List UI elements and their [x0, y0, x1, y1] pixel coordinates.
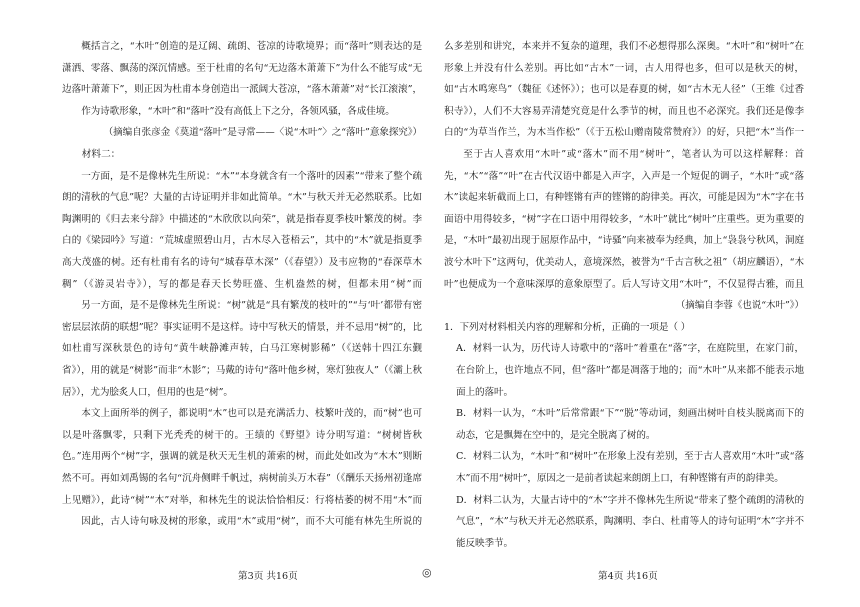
right-citation: （摘编自李蓉《也说“木叶”》）	[675, 300, 804, 312]
right-page-column	[444, 36, 804, 554]
question-1-stem: 1．下列对材料相关内容的理解和分析，正确的一项是（ ）	[444, 321, 691, 333]
option-d: D．材料二认为，大量古诗中的“木”字并不像林先生所说“带来了整个疏朗的清秋的气息”，“木”与秋天并无必然联系，陶渊明、李白、杜甫等人的诗句证明“木”字并不能反映季节。	[456, 494, 804, 549]
left-para-on-other-hand: 另一方面，是不是像林先生所说：“树”就是“具有繁茂的枝叶的”“与‘叶’都带有密密层层浓荫的联想”呢？事实证明不是这样。诗中写秋天的情景，并不忌用“树”的，比如杜甫写深秋景色的诗句“黄牛峡静滩声转，白马江寒树影稀”（《送韩十四江东觐省》），用的就是“树影”而非“木影”；马戴的诗句“落叶他乡树，寒灯独夜人”（《灞上秋居》），尤为脍炙人口，但用的也是“树”。	[62, 300, 422, 398]
left-para-poetic-image: 作为诗歌形象，“木叶”和“落叶”没有高低上下之分，各领风骚，各成佳境。	[81, 105, 395, 117]
left-page-footer: 第3页 共16页	[238, 571, 298, 582]
left-citation-1: （摘编自张彦金《莫道“落叶”是寻常——〈说“木叶”〉之“落叶”意象探究》）	[103, 127, 422, 139]
left-para-examples: 本文上面所举的例子，都说明“木”也可以是充满活力、枝繁叶茂的，而“树”也可以是叶落飘零，只剩下光秃秃的树干的。王绩的《野望》诗分明写道：“树树皆秋色。”连用两个“树”字，强调的就是秋天无生机的萧索的树，而此处如改为“木木”则断然不可。再如刘禹锡的名句“沉舟侧畔千帆过，病树前头万木春”（《酬乐天扬州初逢席上见赠》），此诗“树”“木”对举，和林先生的说法恰恰相反：行将枯萎的树不用“木”而	[62, 408, 422, 506]
right-para-continuation: 么多差别和讲究，本来并不复杂的道理，我们不必想得那么深奥。“木叶”和“树叶”在形象上并没有什么差别。再比如“古木”一词，古人用得也多，但可以是秋天的树，如“古木鸣寒鸟”（魏征《述怀》）；也可以是春夏的树，如“古木无人径”（王维《过香积寺》），人们不大容易弄清楚究竟是什么季节的树，而且也不必深究。我们还是像李白的“为草当作兰，为木当作松”（《于五松山赠南陵常赞府》）的好，只把“木”当作一	[444, 41, 804, 139]
left-page-column	[62, 36, 422, 533]
right-para-explanation: 至于古人喜欢用“木叶”或“落木”而不用“树叶”，笔者认为可以这样解释：首先，“木”“落”“叶”在古代汉语中都是入声字，入声是一个短促的调子，“木叶”或“落木”读起来斩截而上口，有种铿锵有声的铿锵的韵律美。再次，可能是因为“木”字在书面语中用得较多，“树”字在口语中用得较多，“木叶”就比“树叶”庄重些。更为重要的是，“木叶”最初出现于屈原作品中，“诗骚”向来被奉为经典，加上“袅袅兮秋风，洞庭波兮木叶下”这两句，优美动人，意境深然，被誉为“千古言秋之祖”（胡应麟语），“木叶”也便成为一个意味深厚的意象原型了。后人写诗文用“木叶”，不仅显得古雅，而且	[444, 149, 804, 290]
center-binding-mark: ◎	[422, 566, 432, 579]
left-para-summary: 概括言之，“木叶”创造的是辽阔、疏朗、苍凉的诗歌境界；而“落叶”则表达的是潇洒、零落、飘荡的深沉情感。至于杜甫的名句“无边落木萧萧下”为什么不能写成“无边落叶萧萧下”，则正因为杜甫本身创造出一派阔大苍凉，“落木萧萧”对“长江滚滚”，	[62, 41, 422, 96]
material-two-heading: 材料二：	[81, 148, 121, 160]
option-b: B．材料一认为，“木叶”后常常跟“下”“脱”等动词，刻画出树叶自枝头脱离而下的动态，它是飘舞在空中的，是完全脱离了树的。	[456, 408, 804, 441]
option-a: A．材料一认为，历代诗人诗歌中的“落叶”着重在“落”字，在庭院里，在家门前，在台阶上，也许地点不同，但“落叶”都是凋落于地的；而“木叶”从来都不能表示地面上的落叶。	[456, 343, 804, 398]
left-para-on-one-hand: 一方面，是不是像林先生所说：“木”“本身就含有一个落叶的因素”“带来了整个疏朗的清秋的气息”呢？大量的古诗证明并非如此简单。“木”与秋天并无必然联系。比如陶渊明的《归去来兮辞》中描述的“木欣欣以向荣”，就是指春夏季枝叶繁茂的树。李白的《梁园吟》写道：“荒城虚照碧山月，古木尽入苍梧云”，其中的“木”就是指夏季高大茂盛的树。还有杜甫有名的诗句“城春草木深”（《春望》）及韦应物的“春深草木稠”（《游灵岩寺》），写的都是春天长势旺盛、生机盎然的树，但都未用“树”而	[62, 170, 422, 290]
option-c: C．材料二认为，“木叶”和“树叶”在形象上没有差别，至于古人喜欢用“木叶”或“落木”而不用“树叶”，原因之一是前者读起来朗朗上口，有种铿锵有声的韵律美。	[456, 451, 804, 484]
right-page-footer: 第4页 共16页	[598, 571, 658, 582]
left-para-therefore: 因此，古人诗句咏及树的形象，或用“木”或用“树”，而不大可能有林先生所说的	[81, 516, 422, 528]
